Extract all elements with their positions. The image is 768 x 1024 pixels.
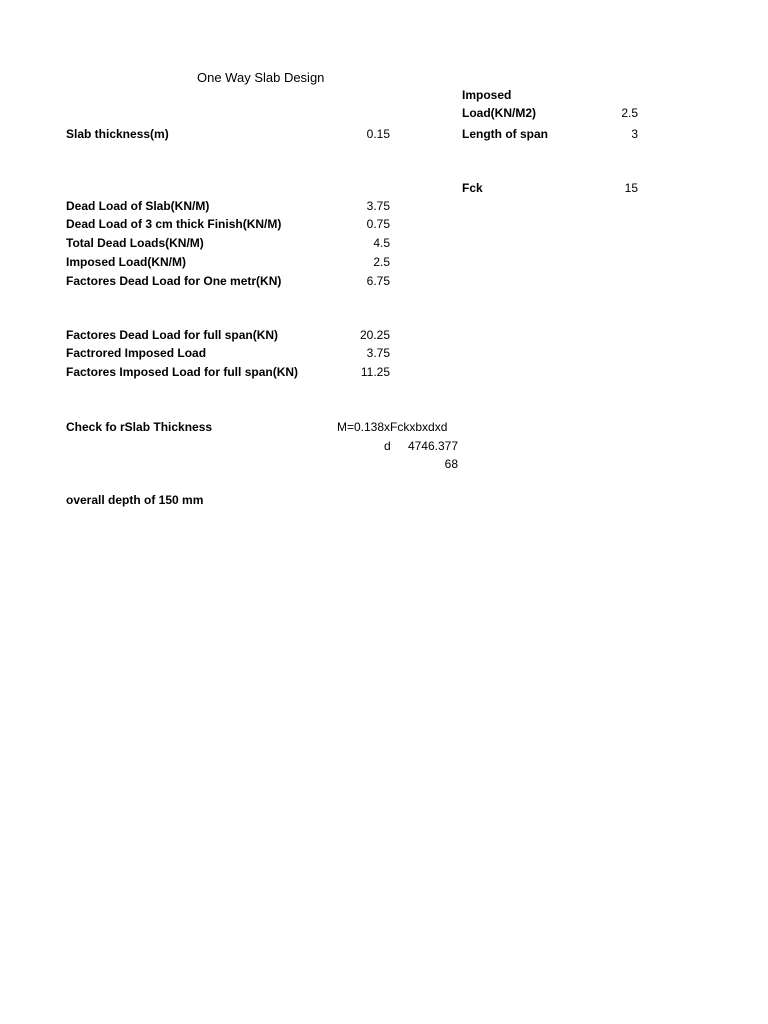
load-row-value: 3.75: [366, 199, 390, 213]
factored-row-label: Factrored Imposed Load: [66, 346, 207, 360]
factored-row-value: 3.75: [366, 346, 390, 360]
moment-formula: M=0.138xFckxbxdxd: [337, 420, 448, 434]
d-label: d: [384, 439, 391, 453]
load-row-label: Imposed Load(KN/M): [66, 255, 186, 269]
load-row-label: Dead Load of 3 cm thick Finish(KN/M): [66, 217, 282, 231]
d-value: 4746.377: [407, 439, 458, 453]
load-row-value: 0.75: [366, 217, 390, 231]
factored-row-value: 11.25: [360, 365, 390, 379]
page-title: One Way Slab Design: [197, 70, 325, 85]
fck-label: Fck: [462, 181, 483, 195]
d-result: 68: [444, 457, 458, 471]
factored-row-value: 20.25: [359, 328, 390, 342]
slab-thickness-value: 0.15: [366, 127, 390, 141]
factored-row-label: Factores Imposed Load for full span(KN): [66, 365, 299, 379]
load-row-label: Dead Load of Slab(KN/M): [66, 199, 210, 213]
load-row-value: 4.5: [373, 236, 390, 250]
load-row-value: 2.5: [373, 255, 390, 269]
load-row-label: Total Dead Loads(KN/M): [66, 236, 204, 250]
imposed-load-label-line1: Imposed: [462, 88, 512, 102]
imposed-load-value: 2.5: [621, 106, 638, 120]
imposed-load-label-line2: Load(KN/M2): [462, 106, 536, 120]
fck-value: 15: [624, 181, 638, 195]
check-thickness-label: Check fo rSlab Thickness: [66, 420, 213, 434]
slab-thickness-label: Slab thickness(m): [66, 127, 169, 141]
length-of-span-value: 3: [631, 127, 638, 141]
factored-row-label: Factores Dead Load for full span(KN): [66, 328, 279, 342]
load-row-value: 6.75: [366, 274, 390, 288]
length-of-span-label: Length of span: [462, 127, 548, 141]
overall-depth-note: overall depth of 150 mm: [66, 493, 204, 507]
load-row-label: Factores Dead Load for One metr(KN): [66, 274, 282, 288]
